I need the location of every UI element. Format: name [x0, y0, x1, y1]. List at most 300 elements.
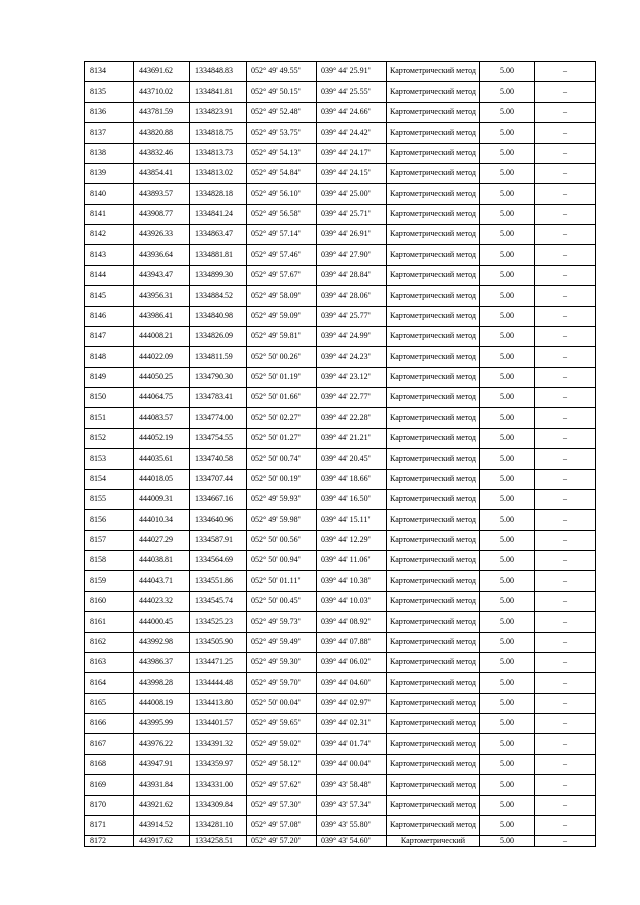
coord-y-cell: 1334525.23 — [190, 612, 247, 632]
latitude-cell: 052° 49' 49.55" — [247, 62, 317, 82]
note-cell: – — [535, 714, 596, 734]
method-cell: Картометрический метод — [387, 652, 480, 672]
coord-y-cell: 1334413.80 — [190, 693, 247, 713]
note-cell: – — [535, 204, 596, 224]
coord-x-cell: 444018.05 — [134, 469, 190, 489]
point-number-cell: 8138 — [85, 143, 134, 163]
method-cell: Картометрический метод — [387, 754, 480, 774]
coord-x-cell: 443917.62 — [134, 836, 190, 847]
latitude-cell: 052° 49' 53.75" — [247, 123, 317, 143]
latitude-cell: 052° 49' 57.46" — [247, 245, 317, 265]
accuracy-cell: 5.00 — [480, 428, 535, 448]
note-cell: – — [535, 693, 596, 713]
accuracy-cell: 5.00 — [480, 82, 535, 102]
accuracy-cell: 5.00 — [480, 143, 535, 163]
note-cell: – — [535, 612, 596, 632]
latitude-cell: 052° 50' 00.74" — [247, 449, 317, 469]
coord-x-cell: 444023.32 — [134, 591, 190, 611]
method-cell: Картометрический метод — [387, 734, 480, 754]
longitude-cell: 039° 44' 04.60" — [317, 673, 387, 693]
coord-y-cell: 1334551.86 — [190, 571, 247, 591]
latitude-cell: 052° 49' 50.15" — [247, 82, 317, 102]
method-cell: Картометрический метод — [387, 551, 480, 571]
method-cell: Картометрический метод — [387, 714, 480, 734]
table-row — [85, 62, 596, 82]
accuracy-cell: 5.00 — [480, 225, 535, 245]
point-number-cell: 8166 — [85, 714, 134, 734]
note-cell: – — [535, 428, 596, 448]
table-row — [85, 510, 596, 530]
point-number-cell: 8149 — [85, 367, 134, 387]
latitude-cell: 052° 49' 59.49" — [247, 632, 317, 652]
longitude-cell: 039° 44' 07.88" — [317, 632, 387, 652]
method-cell: Картометрический метод — [387, 326, 480, 346]
longitude-cell: 039° 44' 25.00" — [317, 184, 387, 204]
coord-y-cell: 1334640.96 — [190, 510, 247, 530]
longitude-cell: 039° 44' 26.91" — [317, 225, 387, 245]
latitude-cell: 052° 49' 52.48" — [247, 102, 317, 122]
accuracy-cell: 5.00 — [480, 815, 535, 835]
point-number-cell: 8140 — [85, 184, 134, 204]
note-cell: – — [535, 449, 596, 469]
coord-y-cell: 1334444.48 — [190, 673, 247, 693]
longitude-cell: 039° 44' 15.11" — [317, 510, 387, 530]
latitude-cell: 052° 49' 57.62" — [247, 775, 317, 795]
method-cell: Картометрический метод — [387, 612, 480, 632]
coord-x-cell: 444043.71 — [134, 571, 190, 591]
point-number-cell: 8168 — [85, 754, 134, 774]
method-cell: Картометрический метод — [387, 489, 480, 509]
coord-x-cell: 443947.91 — [134, 754, 190, 774]
point-number-cell: 8142 — [85, 225, 134, 245]
accuracy-cell: 5.00 — [480, 795, 535, 815]
method-cell: Картометрический метод — [387, 815, 480, 835]
coordinates-table — [84, 61, 596, 847]
point-number-cell: 8161 — [85, 612, 134, 632]
accuracy-cell: 5.00 — [480, 510, 535, 530]
latitude-cell: 052° 49' 59.73" — [247, 612, 317, 632]
accuracy-cell: 5.00 — [480, 347, 535, 367]
accuracy-cell: 5.00 — [480, 551, 535, 571]
point-number-cell: 8147 — [85, 326, 134, 346]
coord-y-cell: 1334471.25 — [190, 652, 247, 672]
note-cell: – — [535, 530, 596, 550]
longitude-cell: 039° 44' 10.38" — [317, 571, 387, 591]
accuracy-cell: 5.00 — [480, 714, 535, 734]
table-row — [85, 367, 596, 387]
coord-x-cell: 443691.62 — [134, 62, 190, 82]
accuracy-cell: 5.00 — [480, 326, 535, 346]
method-cell: Картометрический метод — [387, 265, 480, 285]
table-row — [85, 775, 596, 795]
latitude-cell: 052° 50' 01.66" — [247, 388, 317, 408]
table-row — [85, 204, 596, 224]
coord-y-cell: 1334841.81 — [190, 82, 247, 102]
method-cell: Картометрический метод — [387, 204, 480, 224]
coord-y-cell: 1334331.00 — [190, 775, 247, 795]
table-row — [85, 408, 596, 428]
method-cell: Картометрический метод — [387, 510, 480, 530]
coord-y-cell: 1334667.16 — [190, 489, 247, 509]
note-cell: – — [535, 184, 596, 204]
longitude-cell: 039° 44' 12.29" — [317, 530, 387, 550]
point-number-cell: 8164 — [85, 673, 134, 693]
table-row — [85, 123, 596, 143]
point-number-cell: 8159 — [85, 571, 134, 591]
method-cell: Картометрический метод — [387, 143, 480, 163]
accuracy-cell: 5.00 — [480, 469, 535, 489]
latitude-cell: 052° 50' 00.19" — [247, 469, 317, 489]
coord-y-cell: 1334811.59 — [190, 347, 247, 367]
point-number-cell: 8169 — [85, 775, 134, 795]
coord-x-cell: 444027.29 — [134, 530, 190, 550]
coord-y-cell: 1334823.91 — [190, 102, 247, 122]
table-row — [85, 591, 596, 611]
table-row — [85, 673, 596, 693]
table-row — [85, 612, 596, 632]
coordinates-sheet — [84, 61, 596, 847]
longitude-cell: 039° 44' 02.31" — [317, 714, 387, 734]
table-row — [85, 428, 596, 448]
table-row — [85, 530, 596, 550]
table-row — [85, 388, 596, 408]
longitude-cell: 039° 44' 06.02" — [317, 652, 387, 672]
method-cell: Картометрический метод — [387, 225, 480, 245]
coord-y-cell: 1334840.98 — [190, 306, 247, 326]
coord-y-cell: 1334564.69 — [190, 551, 247, 571]
method-cell: Картометрический метод — [387, 571, 480, 591]
coord-y-cell: 1334391.32 — [190, 734, 247, 754]
table-row — [85, 163, 596, 183]
point-number-cell: 8145 — [85, 286, 134, 306]
longitude-cell: 039° 43' 57.34" — [317, 795, 387, 815]
longitude-cell: 039° 44' 18.66" — [317, 469, 387, 489]
note-cell: – — [535, 754, 596, 774]
table-row — [85, 225, 596, 245]
longitude-cell: 039° 43' 55.80" — [317, 815, 387, 835]
method-cell: Картометрический метод — [387, 530, 480, 550]
longitude-cell: 039° 43' 54.60" — [317, 836, 387, 847]
accuracy-cell: 5.00 — [480, 62, 535, 82]
latitude-cell: 052° 50' 02.27" — [247, 408, 317, 428]
coord-y-cell: 1334587.91 — [190, 530, 247, 550]
coord-x-cell: 443908.77 — [134, 204, 190, 224]
coord-x-cell: 443921.62 — [134, 795, 190, 815]
coord-y-cell: 1334813.02 — [190, 163, 247, 183]
accuracy-cell: 5.00 — [480, 163, 535, 183]
table-row — [85, 306, 596, 326]
accuracy-cell: 5.00 — [480, 836, 535, 847]
coord-y-cell: 1334740.58 — [190, 449, 247, 469]
table-row — [85, 836, 596, 847]
accuracy-cell: 5.00 — [480, 571, 535, 591]
accuracy-cell: 5.00 — [480, 632, 535, 652]
table-row — [85, 551, 596, 571]
table-row — [85, 489, 596, 509]
coord-y-cell: 1334813.73 — [190, 143, 247, 163]
coord-x-cell: 443995.99 — [134, 714, 190, 734]
coord-x-cell: 443926.33 — [134, 225, 190, 245]
point-number-cell: 8157 — [85, 530, 134, 550]
accuracy-cell: 5.00 — [480, 367, 535, 387]
coord-x-cell: 443931.84 — [134, 775, 190, 795]
point-number-cell: 8144 — [85, 265, 134, 285]
accuracy-cell: 5.00 — [480, 693, 535, 713]
coord-x-cell: 443914.52 — [134, 815, 190, 835]
note-cell: – — [535, 795, 596, 815]
latitude-cell: 052° 49' 57.20" — [247, 836, 317, 847]
method-cell: Картометрический метод — [387, 775, 480, 795]
latitude-cell: 052° 49' 59.30" — [247, 652, 317, 672]
point-number-cell: 8135 — [85, 82, 134, 102]
latitude-cell: 052° 50' 00.26" — [247, 347, 317, 367]
table-row — [85, 571, 596, 591]
point-number-cell: 8151 — [85, 408, 134, 428]
coord-x-cell: 443820.88 — [134, 123, 190, 143]
latitude-cell: 052° 49' 58.12" — [247, 754, 317, 774]
note-cell: – — [535, 673, 596, 693]
note-cell: – — [535, 652, 596, 672]
point-number-cell: 8143 — [85, 245, 134, 265]
longitude-cell: 039° 44' 24.15" — [317, 163, 387, 183]
note-cell: – — [535, 388, 596, 408]
accuracy-cell: 5.00 — [480, 591, 535, 611]
coord-x-cell: 444009.31 — [134, 489, 190, 509]
latitude-cell: 052° 49' 54.84" — [247, 163, 317, 183]
coord-y-cell: 1334818.75 — [190, 123, 247, 143]
latitude-cell: 052° 50' 00.04" — [247, 693, 317, 713]
latitude-cell: 052° 49' 59.70" — [247, 673, 317, 693]
method-cell: Картометрический метод — [387, 388, 480, 408]
accuracy-cell: 5.00 — [480, 245, 535, 265]
table-row — [85, 347, 596, 367]
method-cell: Картометрический метод — [387, 245, 480, 265]
longitude-cell: 039° 44' 22.28" — [317, 408, 387, 428]
latitude-cell: 052° 49' 59.98" — [247, 510, 317, 530]
latitude-cell: 052° 50' 00.56" — [247, 530, 317, 550]
coord-y-cell: 1334841.24 — [190, 204, 247, 224]
coord-x-cell: 443992.98 — [134, 632, 190, 652]
coord-y-cell: 1334884.52 — [190, 286, 247, 306]
note-cell: – — [535, 571, 596, 591]
method-cell: Картометрический метод — [387, 367, 480, 387]
note-cell: – — [535, 143, 596, 163]
point-number-cell: 8167 — [85, 734, 134, 754]
longitude-cell: 039° 44' 16.50" — [317, 489, 387, 509]
accuracy-cell: 5.00 — [480, 652, 535, 672]
coord-y-cell: 1334881.81 — [190, 245, 247, 265]
method-cell: Картометрический метод — [387, 82, 480, 102]
point-number-cell: 8158 — [85, 551, 134, 571]
table-body — [85, 62, 596, 847]
point-number-cell: 8136 — [85, 102, 134, 122]
coord-y-cell: 1334899.30 — [190, 265, 247, 285]
point-number-cell: 8137 — [85, 123, 134, 143]
method-cell: Картометрический метод — [387, 102, 480, 122]
coord-x-cell: 443986.37 — [134, 652, 190, 672]
longitude-cell: 039° 44' 02.97" — [317, 693, 387, 713]
note-cell: – — [535, 225, 596, 245]
coord-y-cell: 1334505.90 — [190, 632, 247, 652]
longitude-cell: 039° 44' 25.71" — [317, 204, 387, 224]
note-cell: – — [535, 551, 596, 571]
point-number-cell: 8172 — [85, 836, 134, 847]
latitude-cell: 052° 49' 59.09" — [247, 306, 317, 326]
point-number-cell: 8155 — [85, 489, 134, 509]
table-row — [85, 82, 596, 102]
point-number-cell: 8162 — [85, 632, 134, 652]
latitude-cell: 052° 49' 54.13" — [247, 143, 317, 163]
method-cell: Картометрический метод — [387, 123, 480, 143]
coord-y-cell: 1334790.30 — [190, 367, 247, 387]
table-row — [85, 184, 596, 204]
accuracy-cell: 5.00 — [480, 775, 535, 795]
coord-y-cell: 1334863.47 — [190, 225, 247, 245]
coord-x-cell: 444022.09 — [134, 347, 190, 367]
note-cell: – — [535, 734, 596, 754]
point-number-cell: 8156 — [85, 510, 134, 530]
note-cell: – — [535, 245, 596, 265]
latitude-cell: 052° 49' 59.93" — [247, 489, 317, 509]
latitude-cell: 052° 49' 59.81" — [247, 326, 317, 346]
method-cell: Картометрический метод — [387, 184, 480, 204]
method-cell: Картометрический метод — [387, 408, 480, 428]
table-row — [85, 469, 596, 489]
note-cell: – — [535, 408, 596, 428]
accuracy-cell: 5.00 — [480, 123, 535, 143]
method-cell: Картометрический метод — [387, 449, 480, 469]
point-number-cell: 8165 — [85, 693, 134, 713]
method-cell: Картометрический метод — [387, 62, 480, 82]
coord-x-cell: 444050.25 — [134, 367, 190, 387]
method-cell: Картометрический метод — [387, 632, 480, 652]
longitude-cell: 039° 43' 58.48" — [317, 775, 387, 795]
coord-x-cell: 444010.34 — [134, 510, 190, 530]
accuracy-cell: 5.00 — [480, 612, 535, 632]
method-cell: Картометрический метод — [387, 693, 480, 713]
note-cell: – — [535, 347, 596, 367]
point-number-cell: 8154 — [85, 469, 134, 489]
latitude-cell: 052° 49' 57.30" — [247, 795, 317, 815]
coord-y-cell: 1334309.84 — [190, 795, 247, 815]
coord-x-cell: 443854.41 — [134, 163, 190, 183]
note-cell: – — [535, 775, 596, 795]
note-cell: – — [535, 326, 596, 346]
coord-y-cell: 1334281.10 — [190, 815, 247, 835]
coord-x-cell: 443710.02 — [134, 82, 190, 102]
coord-x-cell: 443936.64 — [134, 245, 190, 265]
method-cell: Картометрический — [387, 836, 480, 847]
point-number-cell: 8163 — [85, 652, 134, 672]
longitude-cell: 039° 44' 22.77" — [317, 388, 387, 408]
note-cell: – — [535, 836, 596, 847]
coord-x-cell: 444035.61 — [134, 449, 190, 469]
table-row — [85, 265, 596, 285]
point-number-cell: 8141 — [85, 204, 134, 224]
coord-x-cell: 444008.21 — [134, 326, 190, 346]
longitude-cell: 039° 44' 21.21" — [317, 428, 387, 448]
latitude-cell: 052° 49' 57.08" — [247, 815, 317, 835]
accuracy-cell: 5.00 — [480, 408, 535, 428]
method-cell: Картометрический метод — [387, 163, 480, 183]
accuracy-cell: 5.00 — [480, 204, 535, 224]
note-cell: – — [535, 62, 596, 82]
accuracy-cell: 5.00 — [480, 449, 535, 469]
accuracy-cell: 5.00 — [480, 530, 535, 550]
latitude-cell: 052° 49' 58.09" — [247, 286, 317, 306]
longitude-cell: 039° 44' 24.66" — [317, 102, 387, 122]
note-cell: – — [535, 123, 596, 143]
note-cell: – — [535, 510, 596, 530]
longitude-cell: 039° 44' 25.55" — [317, 82, 387, 102]
coord-y-cell: 1334783.41 — [190, 388, 247, 408]
note-cell: – — [535, 306, 596, 326]
coord-y-cell: 1334754.55 — [190, 428, 247, 448]
coord-y-cell: 1334359.97 — [190, 754, 247, 774]
longitude-cell: 039° 44' 25.77" — [317, 306, 387, 326]
longitude-cell: 039° 44' 01.74" — [317, 734, 387, 754]
longitude-cell: 039° 44' 08.92" — [317, 612, 387, 632]
coord-x-cell: 443956.31 — [134, 286, 190, 306]
accuracy-cell: 5.00 — [480, 102, 535, 122]
latitude-cell: 052° 49' 56.10" — [247, 184, 317, 204]
method-cell: Картометрический метод — [387, 286, 480, 306]
accuracy-cell: 5.00 — [480, 306, 535, 326]
point-number-cell: 8160 — [85, 591, 134, 611]
point-number-cell: 8150 — [85, 388, 134, 408]
accuracy-cell: 5.00 — [480, 286, 535, 306]
coord-x-cell: 444052.19 — [134, 428, 190, 448]
table-row — [85, 245, 596, 265]
coord-x-cell: 443832.46 — [134, 143, 190, 163]
accuracy-cell: 5.00 — [480, 489, 535, 509]
accuracy-cell: 5.00 — [480, 734, 535, 754]
point-number-cell: 8170 — [85, 795, 134, 815]
table-row — [85, 449, 596, 469]
coord-y-cell: 1334258.51 — [190, 836, 247, 847]
accuracy-cell: 5.00 — [480, 754, 535, 774]
coord-y-cell: 1334401.57 — [190, 714, 247, 734]
longitude-cell: 039° 44' 20.45" — [317, 449, 387, 469]
table-row — [85, 286, 596, 306]
table-row — [85, 693, 596, 713]
table-row — [85, 102, 596, 122]
note-cell: – — [535, 591, 596, 611]
table-row — [85, 714, 596, 734]
point-number-cell: 8146 — [85, 306, 134, 326]
longitude-cell: 039° 44' 27.90" — [317, 245, 387, 265]
longitude-cell: 039° 44' 28.84" — [317, 265, 387, 285]
table-row — [85, 754, 596, 774]
accuracy-cell: 5.00 — [480, 673, 535, 693]
point-number-cell: 8171 — [85, 815, 134, 835]
table-row — [85, 734, 596, 754]
table-row — [85, 632, 596, 652]
longitude-cell: 039° 44' 10.03" — [317, 591, 387, 611]
latitude-cell: 052° 49' 56.58" — [247, 204, 317, 224]
accuracy-cell: 5.00 — [480, 388, 535, 408]
accuracy-cell: 5.00 — [480, 184, 535, 204]
method-cell: Картометрический метод — [387, 428, 480, 448]
latitude-cell: 052° 50' 01.19" — [247, 367, 317, 387]
method-cell: Картометрический метод — [387, 469, 480, 489]
longitude-cell: 039° 44' 00.04" — [317, 754, 387, 774]
coord-y-cell: 1334707.44 — [190, 469, 247, 489]
table-row — [85, 652, 596, 672]
longitude-cell: 039° 44' 28.06" — [317, 286, 387, 306]
longitude-cell: 039° 44' 11.06" — [317, 551, 387, 571]
coord-x-cell: 443976.22 — [134, 734, 190, 754]
